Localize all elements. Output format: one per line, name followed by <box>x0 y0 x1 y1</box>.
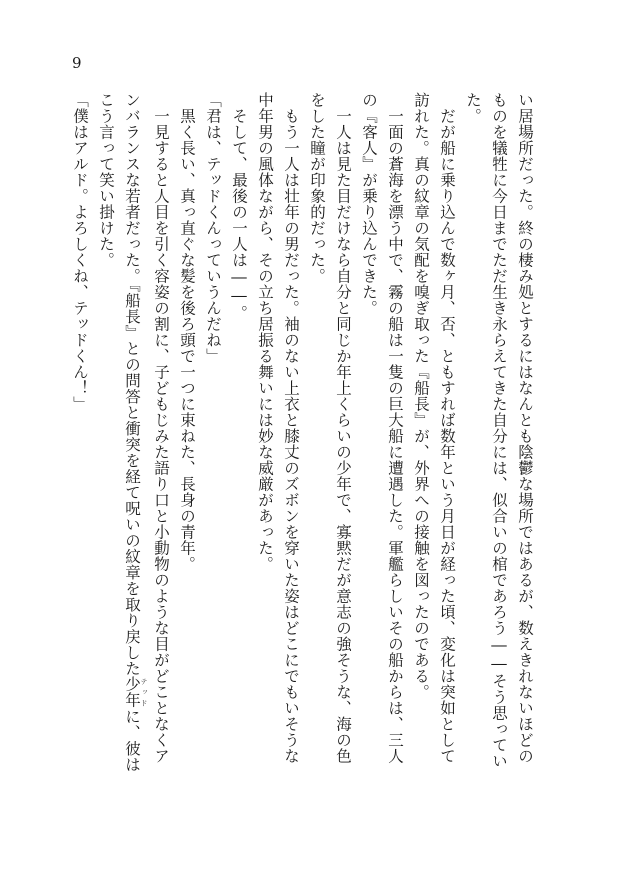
text-line: 一見すると人目を引く容姿の割に、子どもじみた語り口と小動物のような目がどことなくア <box>152 92 170 764</box>
ruby-annotation: 少年 テッド <box>123 676 148 709</box>
text-line: 「君は、テッドくんっていうんだね」 <box>204 92 222 364</box>
text-line: の『客人』が乗り込んできた。 <box>360 92 378 316</box>
text-line: 一人は見た目だけなら自分と同じか年上くらいの少年で、寡黙だが意志の強そうな、海の色 <box>334 92 352 764</box>
page-number: 9 <box>72 54 82 72</box>
text-line: た。 <box>464 92 482 124</box>
body-text <box>67 92 538 792</box>
text-line: い居場所だった。終の棲み処とするにはなんとも陰鬱な場所ではあるが、数えきれないほどの <box>516 92 534 764</box>
text-line: 一面の蒼海を漂う中で、霧の船は一隻の巨大船に遭遇した。軍艦らしいその船からは、三人 <box>386 92 404 764</box>
text-line: こう言って笑い掛けた。 <box>97 92 115 268</box>
text-line ruby-line: ンバランスな若者だった。『船長』との問答と衝突を経て呪いの紋章を取り戻した少年 テッドに、彼は <box>123 92 148 773</box>
text-line: 「僕はアルド。よろしくね、テッドくん！」 <box>71 92 89 412</box>
text-line: だが船に乗り込んで数ヶ月、否、ともすれば数年という月日が経った頃、変化は突如として <box>438 92 456 764</box>
text-line: 訪れた。真の紋章の気配を嗅ぎ取った『船長』が、外界への接触を図ったのである。 <box>412 92 430 700</box>
text-line: 中年男の風体ながら、その立ち居振る舞いには妙な威厳があった。 <box>256 92 274 572</box>
text-line: そして、最後の一人は――。 <box>230 92 248 321</box>
text-line: ものを犠牲に今日までただ生き永らえてきた自分には、似合いの棺であろう――そう思ってい <box>490 92 508 769</box>
text-line: をした瞳が印象的だった。 <box>308 92 326 284</box>
text-line: もう一人は壮年の男だった。袖のない上衣と膝丈のズボンを穿いた姿はどこにでもいそうな <box>282 92 300 764</box>
ruby-reading: テッド <box>140 676 148 709</box>
text-line: 黒く長い、真っ直ぐな髪を後ろ頭で一つに束ねた、長身の青年。 <box>178 92 196 572</box>
